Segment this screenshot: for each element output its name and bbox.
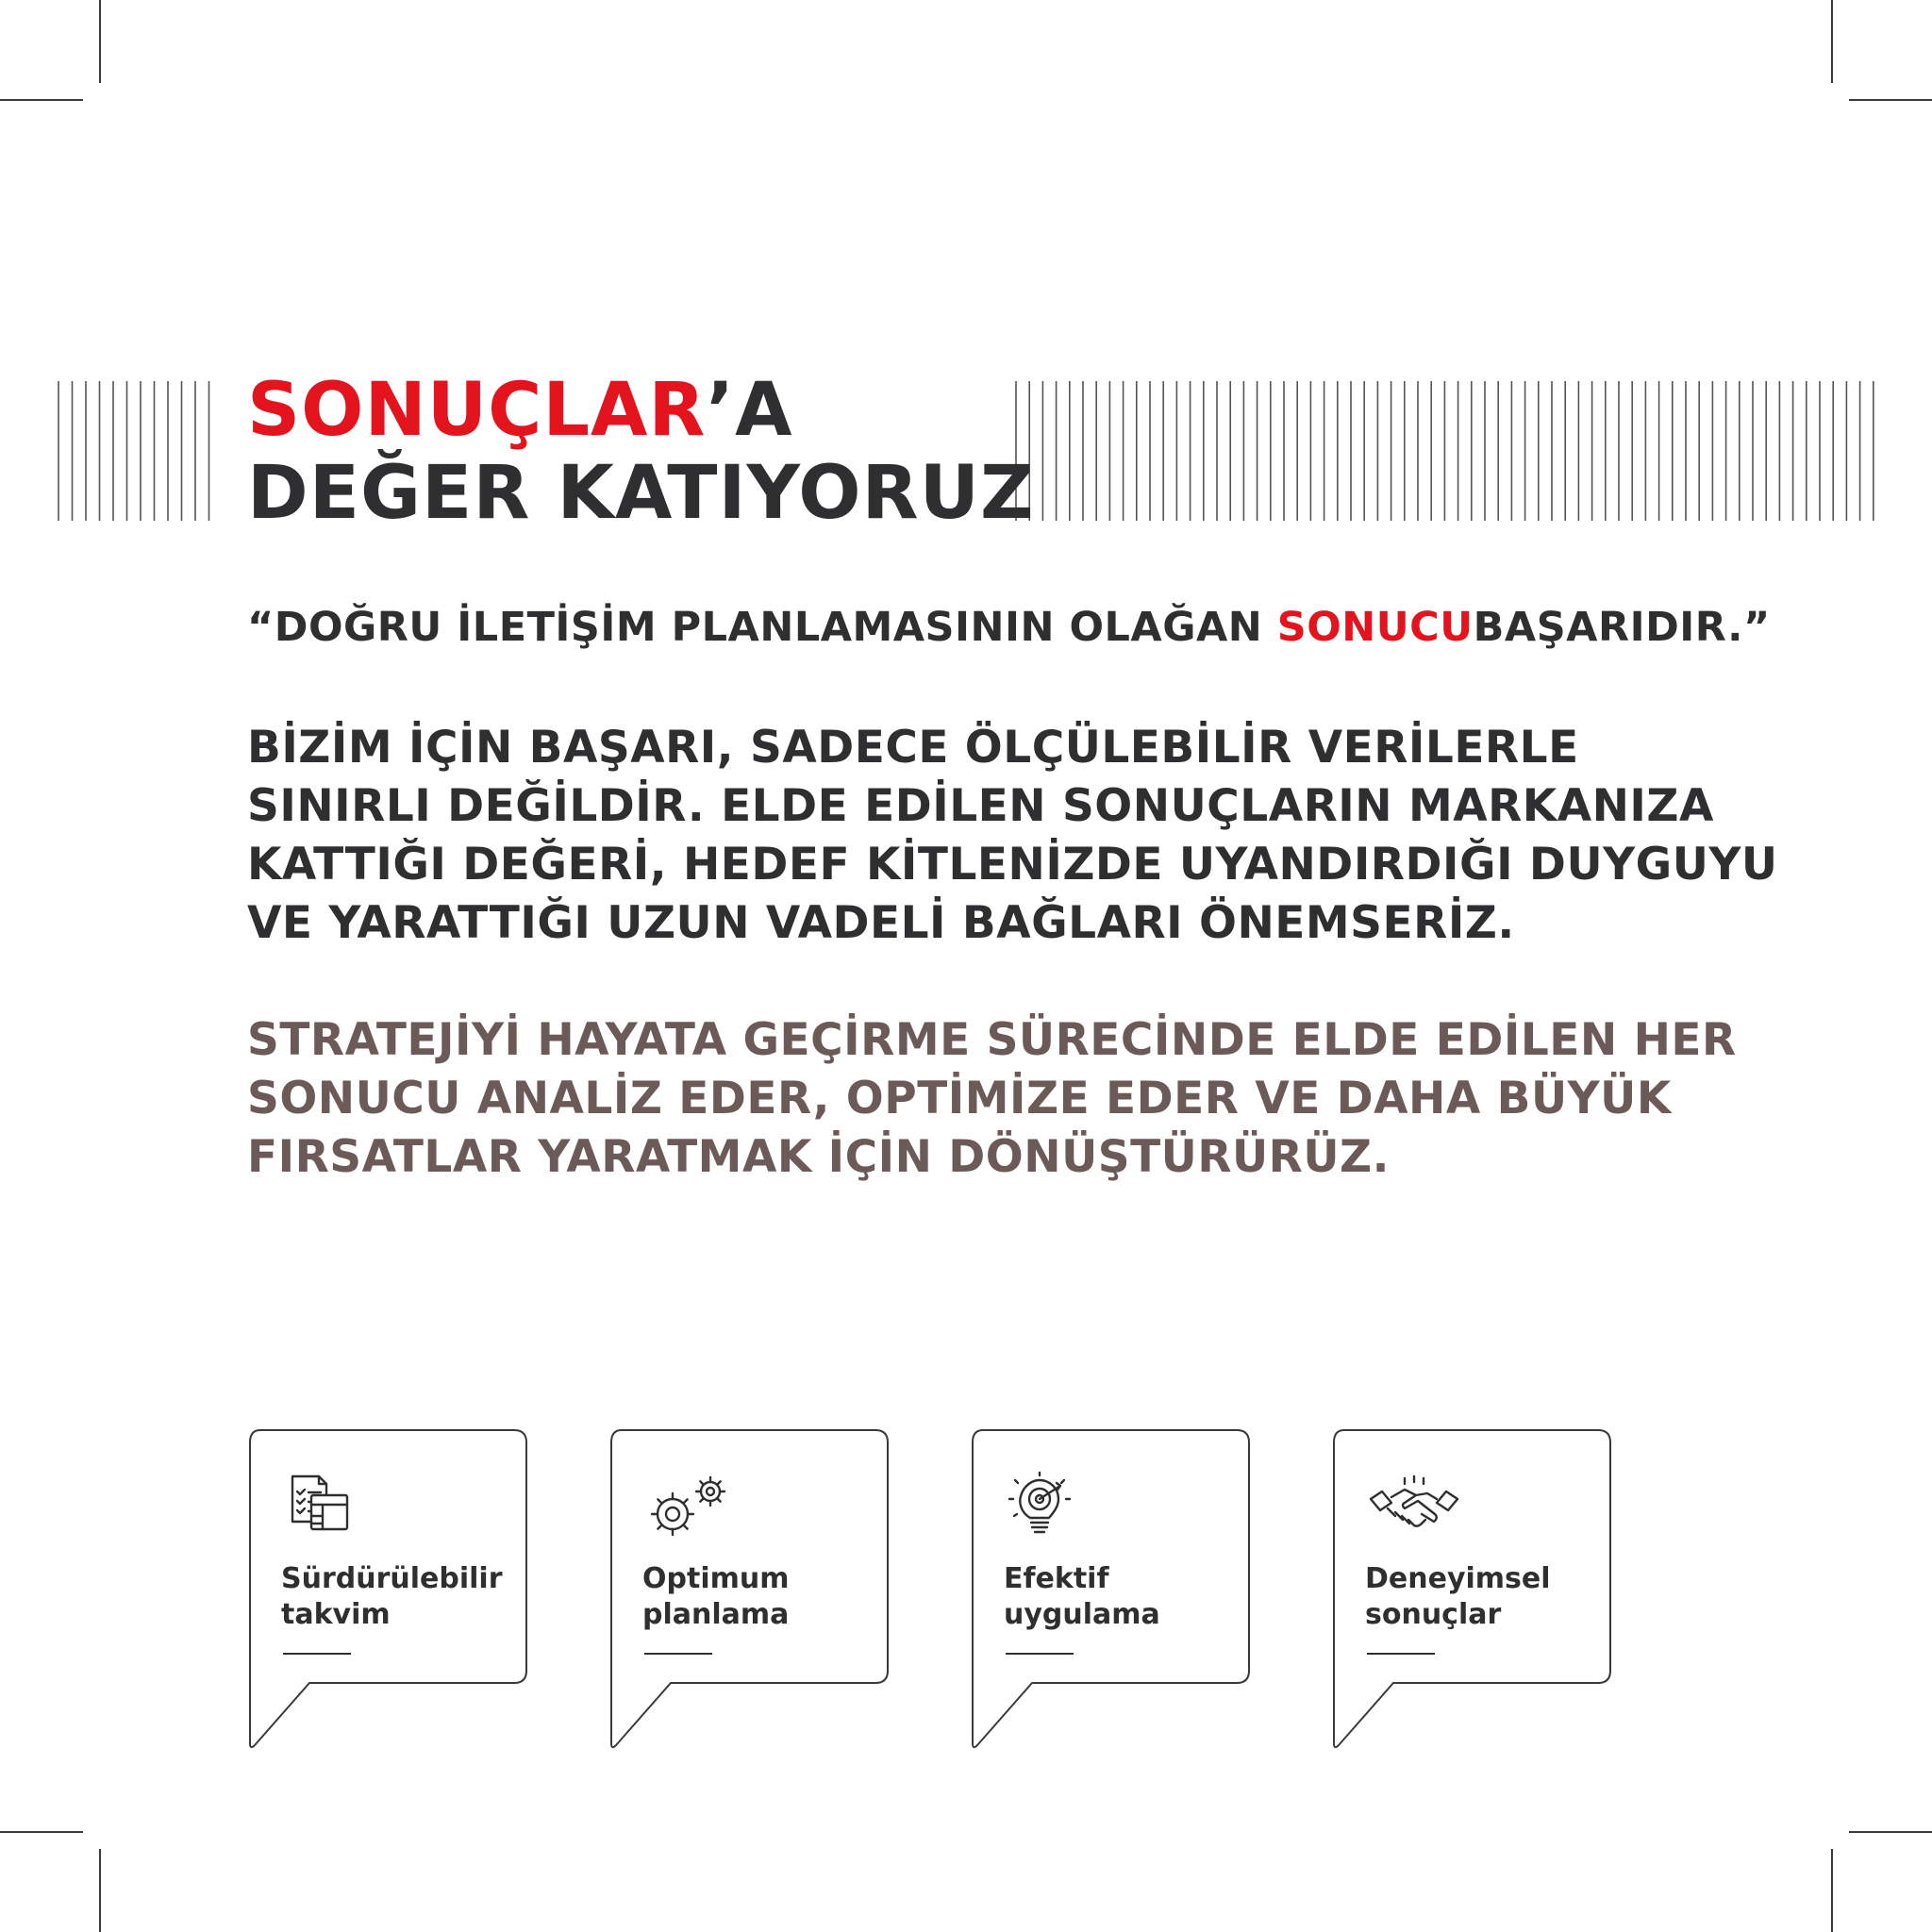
- feature-label: [642, 1561, 789, 1633]
- paragraph-1-line: VE YARATTIĞI UZUN VADELİ BAĞLARI ÖNEMSERİZ.: [247, 897, 1515, 949]
- title-suffix: ’A: [706, 368, 793, 453]
- crop-mark-bottom-left-horizontal: [0, 1831, 83, 1833]
- document-checklist-icon: [283, 1471, 358, 1546]
- paragraph-2: [247, 1011, 1737, 1187]
- page-title-line2: DEĞER KATIYORUZ: [247, 451, 1035, 536]
- feature-card-sustainable-schedule: [247, 1429, 530, 1750]
- feature-label-line2: planlama: [642, 1598, 790, 1631]
- feature-label-line2: sonuçlar: [1365, 1598, 1502, 1631]
- paragraph-2-line: FIRSATLAR YARATMAK İÇİN DÖNÜŞTÜRÜRÜZ.: [247, 1131, 1390, 1183]
- page-title-line1: [247, 368, 793, 453]
- quote: [247, 604, 1771, 651]
- feature-card-experiential-results: [1331, 1429, 1614, 1750]
- feature-underline: [644, 1653, 712, 1655]
- stripes-right: [1014, 381, 1882, 521]
- feature-card-effective-implementation: [970, 1429, 1253, 1750]
- feature-label-line1: Efektif: [1004, 1562, 1109, 1595]
- quote-accent-word: SONUCU: [1276, 604, 1474, 651]
- crop-mark-bottom-right-vertical: [1831, 1849, 1833, 1932]
- paragraph-1: [247, 719, 1778, 953]
- feature-label-line1: Sürdürülebilir: [281, 1562, 503, 1595]
- crop-mark-bottom-left-vertical: [99, 1849, 101, 1932]
- quote-after: BAŞARIDIR.”: [1473, 604, 1771, 651]
- feature-underline: [1367, 1653, 1435, 1655]
- paragraph-2-line: SONUCU ANALİZ EDER, OPTİMİZE EDER VE DAHA BÜYÜK: [247, 1073, 1672, 1124]
- lightbulb-target-icon: [1006, 1471, 1081, 1546]
- paragraph-2-line: STRATEJİYİ HAYATA GEÇİRME SÜRECİNDE ELDE EDİLEN HER: [247, 1014, 1737, 1066]
- paragraph-1-line: BİZİM İÇİN BAŞARI, SADECE ÖLÇÜLEBİLİR VERİLERLE: [247, 722, 1579, 774]
- feature-label-line2: uygulama: [1004, 1598, 1160, 1631]
- feature-label-line1: Deneyimsel: [1365, 1562, 1551, 1595]
- handshake-icon: [1367, 1471, 1461, 1546]
- feature-label-line2: takvim: [281, 1598, 391, 1631]
- stripes-left: [57, 381, 226, 521]
- feature-label: [281, 1561, 503, 1633]
- feature-underline: [1006, 1653, 1074, 1655]
- paragraph-1-line: SINIRLI DEĞİLDİR. ELDE EDİLEN SONUÇLARIN MARKANIZA: [247, 780, 1714, 832]
- crop-mark-top-right-horizontal: [1849, 99, 1932, 101]
- feature-label: [1004, 1561, 1160, 1633]
- feature-underline: [283, 1653, 351, 1655]
- feature-label-line1: Optimum: [642, 1562, 790, 1595]
- feature-card-optimum-planning: [608, 1429, 891, 1750]
- quote-before: “DOĞRU İLETİŞİM PLANLAMASININ OLAĞAN: [247, 604, 1277, 651]
- crop-mark-top-left-horizontal: [0, 99, 83, 101]
- title-accent-word: SONUÇLAR: [247, 368, 707, 453]
- paragraph-1-line: KATTIĞI DEĞERİ, HEDEF KİTLENİZDE UYANDIRDIĞI DUYGUYU: [247, 839, 1778, 891]
- crop-mark-bottom-right-horizontal: [1849, 1831, 1932, 1833]
- gears-icon: [644, 1471, 739, 1546]
- crop-mark-top-right-vertical: [1831, 0, 1833, 83]
- feature-label: [1365, 1561, 1551, 1633]
- crop-mark-top-left-vertical: [99, 0, 101, 83]
